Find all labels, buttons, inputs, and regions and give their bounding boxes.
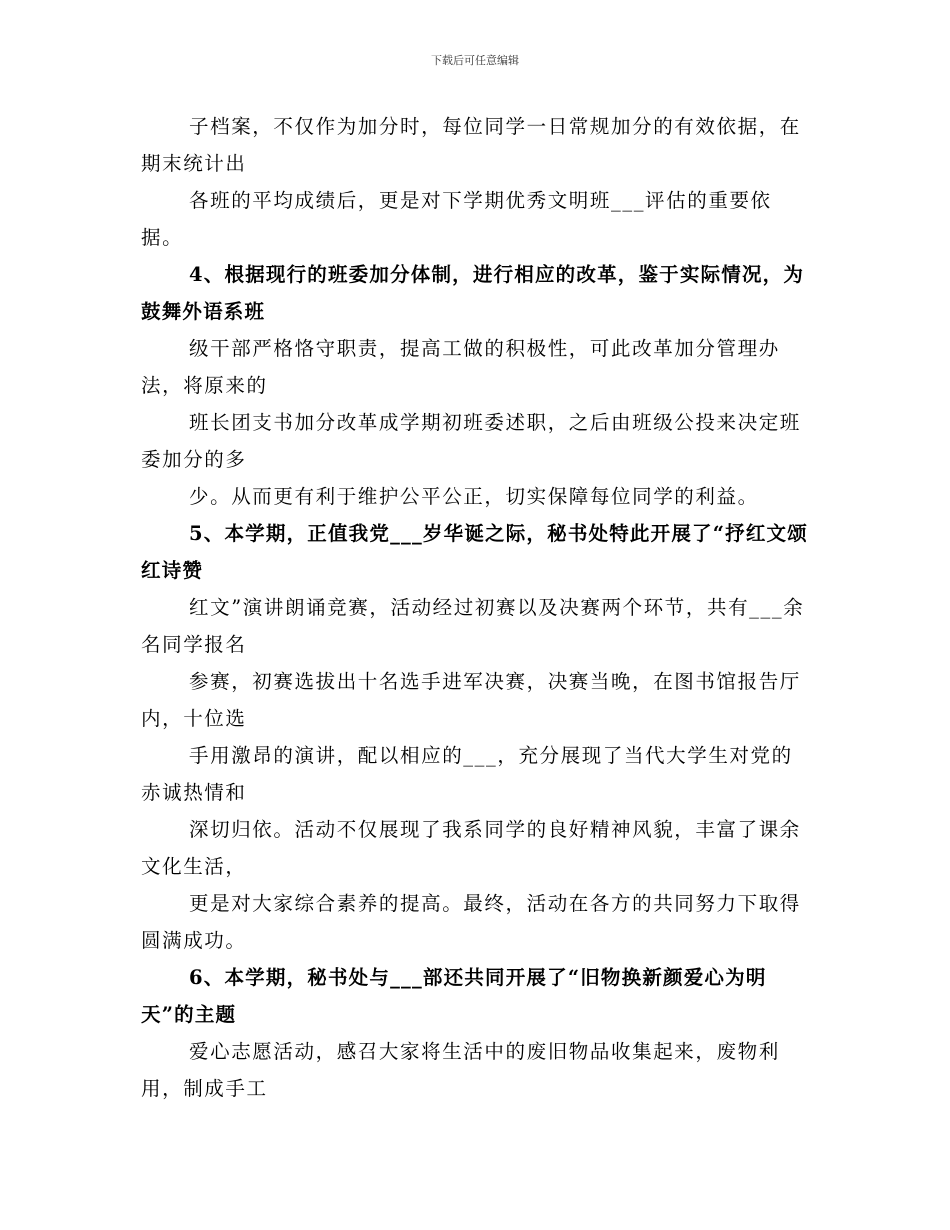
paragraph-8: 手用激昂的演讲，配以相应的___，充分展现了当代大学生对党的赤诚热情和 (141, 744, 793, 804)
paragraph-6: 红文”演讲朗诵竞赛，活动经过初赛以及决赛两个环节，共有___余名同学报名 (141, 596, 805, 656)
page-header: 下载后可任意编辑 (431, 54, 519, 67)
paragraph-1: 子档案，不仅作为加分时，每位同学一日常规加分的有效依据，在期末统计出 (141, 115, 801, 175)
section-heading-5: 5、本学期，正值我党___岁华诞之际，秘书处特此开展了“抒红文颂红诗赞 (141, 522, 808, 582)
paragraph-11: 爱心志愿活动，感召大家将生活中的废旧物品收集起来，废物利用，制成手工 (141, 1040, 780, 1100)
paragraph-9: 深切归依。活动不仅展现了我系同学的良好精神风貌，丰富了课余文化生活， (141, 818, 801, 878)
paragraph-2: 各班的平均成绩后，更是对下学期优秀文明班___评估的重要依据。 (141, 189, 772, 249)
section-heading-6: 6、本学期，秘书处与___部还共同开展了“旧物换新颜爱心为明天”的主题 (141, 966, 767, 1026)
paragraph-10: 更是对大家综合素养的提高。最终，活动在各方的共同努力下取得圆满成功。 (141, 892, 801, 952)
paragraph-5: 少。从而更有利于维护公平公正，切实保障每位同学的利益。 (189, 485, 759, 508)
paragraph-7: 参赛，初赛选拔出十名选手进军决赛，决赛当晚，在图书馆报告厅内，十位选 (141, 670, 801, 730)
paragraph-4: 班长团支书加分改革成学期初班委述职，之后由班级公投来决定班委加分的多 (141, 411, 801, 471)
document-body (141, 108, 813, 1107)
paragraph-3: 级干部严格恪守职责，提高工做的积极性，可此改革加分管理办法，将原来的 (141, 337, 780, 397)
section-heading-4: 4、根据现行的班委加分体制，进行相应的改革，鉴于实际情况，为鼓舞外语系班 (141, 263, 805, 323)
